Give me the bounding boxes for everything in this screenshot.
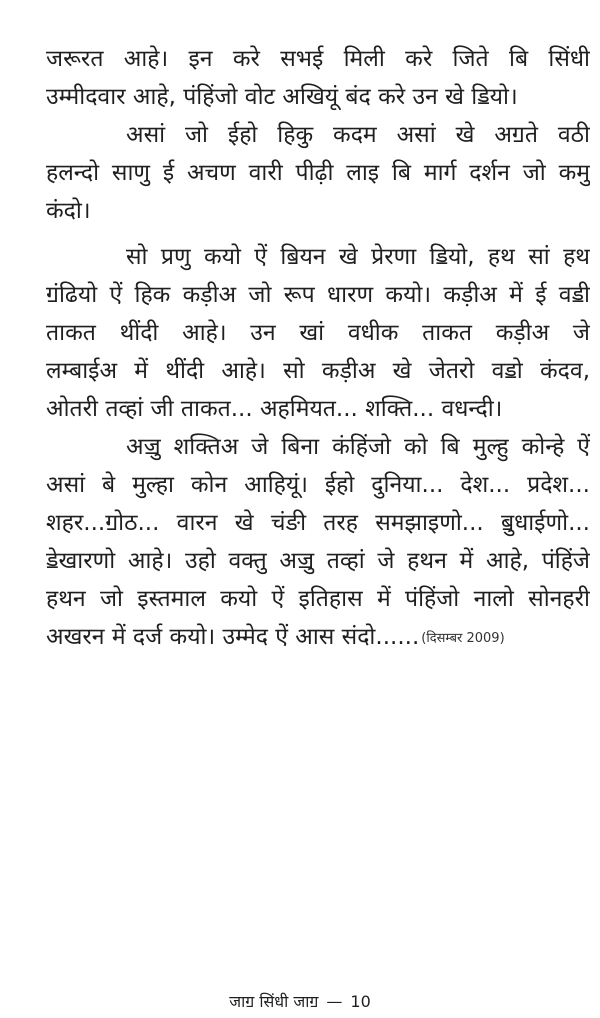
page-number: 10	[350, 992, 371, 1011]
text-line: जरूरत आहे। इन करे सभई मिली करे जिते बि सिंधी	[46, 46, 590, 72]
date-note: (दिसम्बर 2009)	[421, 631, 505, 646]
text-line: हथन जो इस्तमाल कयो ऐं इतिहास में पंहिंजो नालो सोनहरी	[46, 586, 590, 612]
closing-line	[46, 618, 590, 656]
text-line: असां बे मुल्हा कोन आहियूं। ईहो दुनिया... देश... प्रदेश...	[46, 472, 590, 498]
text-line: कंदो।	[46, 198, 91, 224]
page-footer	[0, 990, 600, 1012]
footer-separator: —	[326, 992, 343, 1011]
text-line: हलन्दो साणु ई अचण वारी पीढ़ी लाइ बि मार्ग दर्शन जो कमु	[46, 160, 590, 186]
text-line: असां जो ईहो हिकु कदम असां खे अॻते वठी	[126, 122, 590, 148]
closing-text: अखरन में दर्ज कयो। उम्मेद ऐं आस संदो......	[46, 624, 420, 650]
text-line: अॼु शक्तिअ जे बिना कंहिंजो को बि मुल्हु कोन्हे ऐं	[126, 434, 590, 460]
footer-title: जाॻ सिंधी जाॻ	[229, 992, 319, 1011]
text-line: सो प्रणु कयो ऐं ॿियन खे प्रेरणा ॾियो, हथ सां हथ	[126, 244, 590, 270]
text-line: ॻंढियो ऐं हिक कड़ीअ जो रूप धारण कयो। कड़ीअ में ई वॾी	[46, 282, 590, 308]
text-line: लम्बाईअ में थींदी आहे। सो कड़ीअ खे जेतरो वॾो कंदव,	[46, 358, 590, 384]
text-line: ॾेखारणो आहे। उहो वक्तु अॼु तव्हां जे हथन में आहे, पंहिंजे	[46, 548, 590, 574]
article-body	[46, 40, 590, 656]
text-line: ताकत थींदी आहे। उन खां वधीक ताकत कड़ीअ जे	[46, 320, 590, 346]
text-line: शहर...ॻोठ... वारन खे चंङी तरह समझाइणो... ॿुधाईणो...	[46, 510, 590, 536]
text-line: उम्मीदवार आहे, पंहिंजो वोट अखियूं बंद करे उन खे ॾियो।	[46, 84, 518, 110]
text-line: ओतरी तव्हां जी ताकत... अहमियत... शक्ति... वधन्दी।	[46, 396, 503, 422]
